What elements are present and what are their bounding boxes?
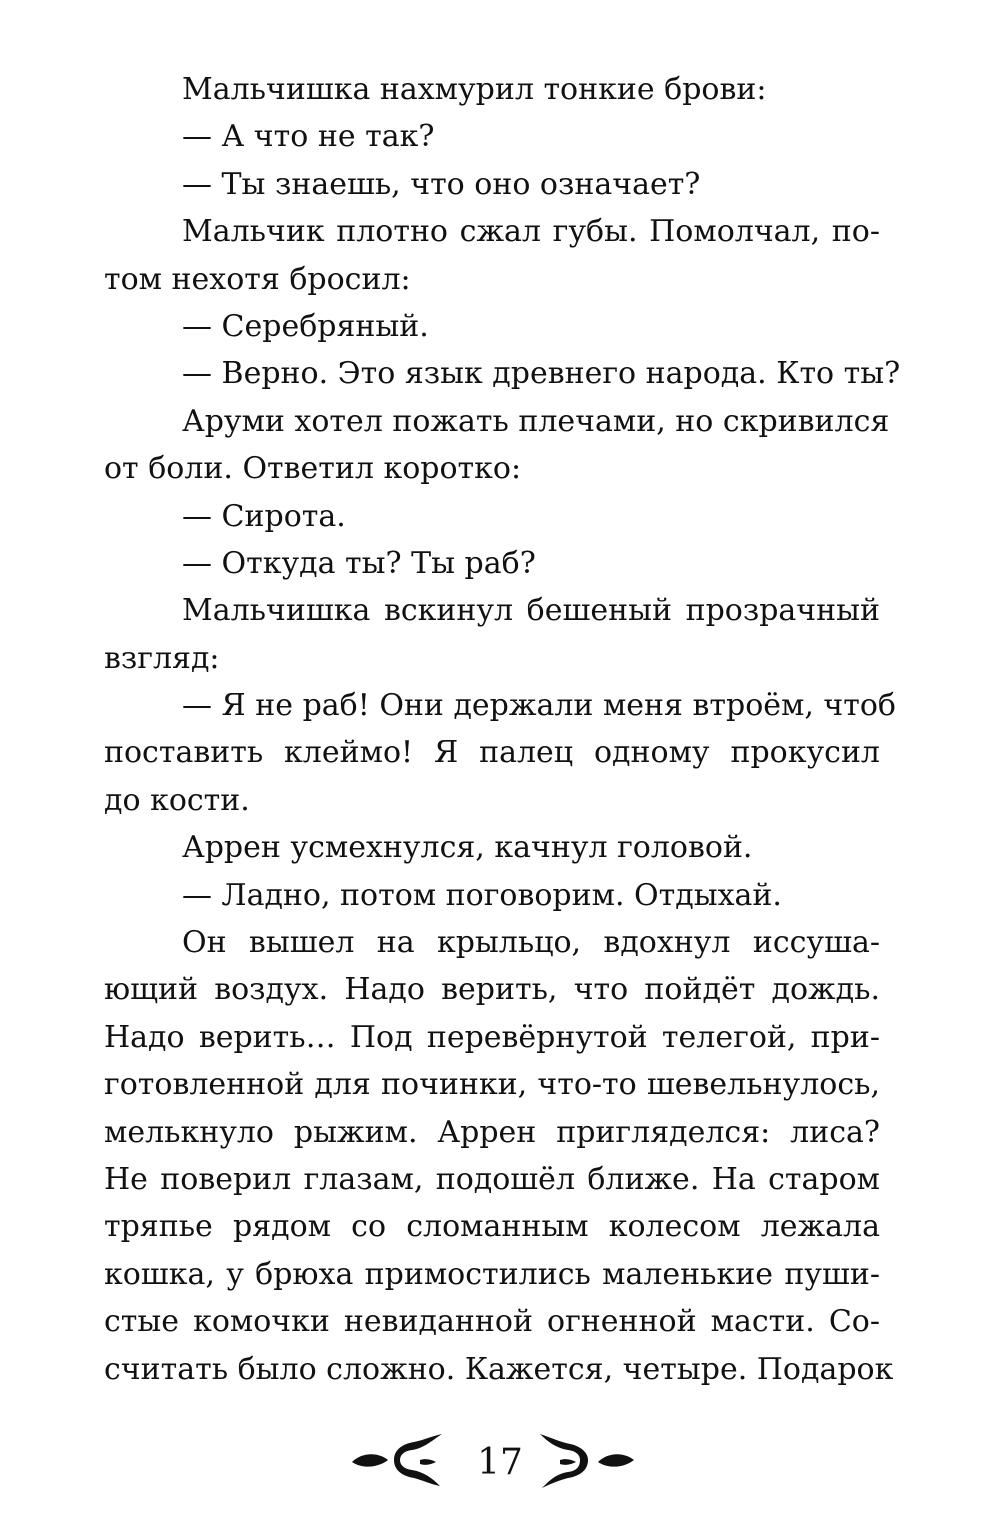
text-line: — Сирота.	[182, 498, 346, 534]
text-line: до кости.	[104, 782, 250, 818]
text-line: Он вышел на крыльцо, вдохнул иссуша-	[182, 925, 880, 961]
right-leaf-icon	[598, 1454, 634, 1466]
text-line: Не поверил глазам, подошёл ближе. На старом	[104, 1161, 880, 1197]
text-line: поставить клеймо! Я палец одному прокусил	[104, 735, 880, 771]
text-line: готовленной для починки, что-то шевельнулось,	[104, 1067, 880, 1103]
text-line: тряпье рядом со сломанным колесом лежала	[104, 1209, 880, 1245]
text-line: кошка, у брюха примостились маленькие пуши-	[104, 1256, 880, 1292]
text-line: том нехотя бросил:	[104, 261, 411, 297]
left-leaf-icon	[352, 1454, 388, 1466]
text-line: — Верно. Это язык древнего народа. Кто ты?	[182, 356, 901, 392]
text-line: Мальчишка нахмурил тонкие брови:	[182, 72, 767, 107]
text-line: взгляд:	[104, 640, 220, 676]
text-line: — А что не так?	[182, 119, 435, 155]
text-line: — Серебряный.	[182, 308, 429, 344]
text-line: — Ладно, потом поговорим. Отдыхай.	[182, 877, 782, 913]
left-flourish-icon	[394, 1434, 442, 1486]
text-line: Мальчишка вскинул бешеный прозрачный	[182, 593, 880, 629]
folio-ornament	[0, 1418, 1000, 1498]
text-line: — Ты знаешь, что оно означает?	[182, 166, 701, 202]
text-line: от боли. Ответил коротко:	[104, 451, 522, 487]
text-line: мелькнуло рыжим. Аррен пригляделся: лиса?	[104, 1114, 880, 1150]
text-line: — Я не раб! Они держали меня втроём, чтоб	[182, 688, 896, 724]
text-line: Аруми хотел пожать плечами, но скривился	[182, 403, 890, 439]
body-text	[104, 66, 901, 1393]
right-flourish-icon	[540, 1434, 588, 1488]
text-line: Надо верить… Под перевёрнутой телегой, при-	[104, 1019, 880, 1055]
text-line: считать было сложно. Кажется, четыре. Подарок	[104, 1351, 894, 1387]
page-footer	[0, 1418, 1000, 1498]
page-number: 17	[477, 1442, 523, 1483]
text-line: — Откуда ты? Ты раб?	[182, 545, 536, 581]
text-line: Мальчик плотно сжал губы. Помолчал, по-	[182, 214, 880, 250]
text-line: Аррен усмехнулся, качнул головой.	[182, 830, 753, 866]
text-line: ющий воздух. Надо верить, что пойдёт дождь.	[104, 972, 880, 1008]
text-line: стые комочки невиданной огненной масти. Со-	[104, 1304, 880, 1340]
